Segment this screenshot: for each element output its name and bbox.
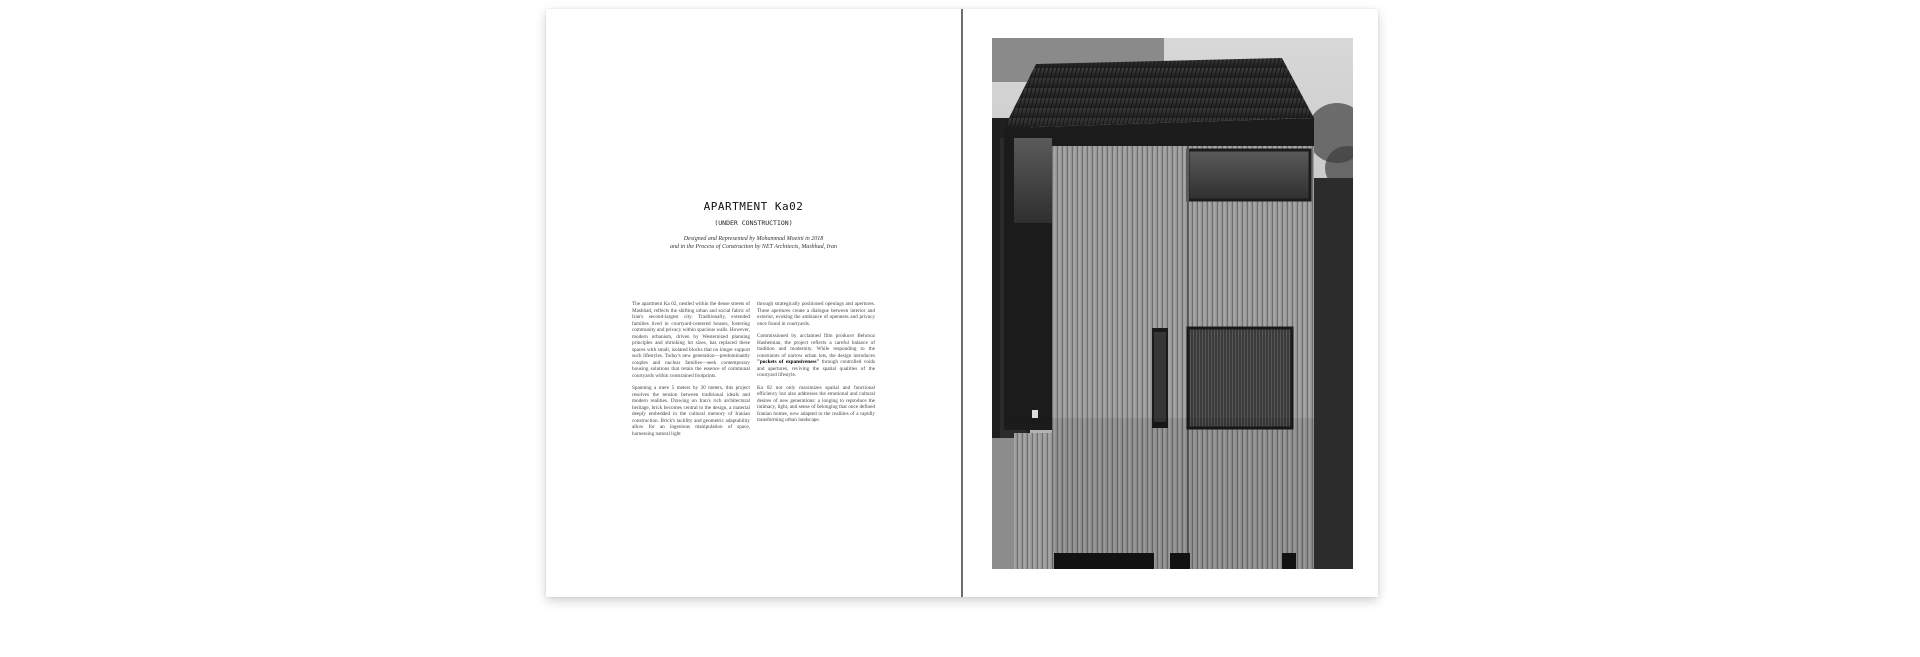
page-subtitle: (UNDER CONSTRUCTION) <box>714 219 793 227</box>
text-column-2 <box>757 301 875 430</box>
paragraph: The apartment Ka 02, nestled within the dense streets of Mashhad, reflects the shifting urban and social fabric of Iran's second-largest city. Traditionally, extended families lived in courtyard-centered houses, fostering community and privacy within spacious walls. However, modern urbanism, driven by Westernized planning principles and shrinking lot sizes, has replaced these spaces with small, isolated blocks that no longer support such lifestyles. Today's new generation—predominantly couples and nuclear families—seek contemporary housing solutions that retain the essence of communal courtyards within constrained footprints. <box>632 301 750 379</box>
right-page <box>963 9 1378 597</box>
paragraph-text: through controlled voids and apertures, reviving the spatial qualities of the courtyard lifestyle. <box>757 359 875 378</box>
book-spread <box>546 9 1378 597</box>
left-page <box>546 9 961 597</box>
credit-text <box>546 235 961 251</box>
paragraph-text: Commissioned by acclaimed film producer Behrooz Hashemian, the project reflects a careful balance of tradition and modernity. While responding to the constraints of narrow urban lots, the design introduces <box>757 333 875 359</box>
page-title: APARTMENT Ka02 <box>703 200 804 213</box>
paragraph: Ka 02 not only maximizes spatial and functional efficiency but also addresses the emotional and cultural desires of new generations: a longing to reproduce the intimacy, light, and sense of belonging that once defined Iranian homes, now adapted to the realities of a rapidly transforming urban landscape. <box>757 384 875 423</box>
text-column-1 <box>632 301 750 443</box>
emphasis-text: "pockets of expansiveness" <box>757 359 820 365</box>
credit-line-2: and in the Process of Construction by NET Architects, Mashhad, Iran <box>670 244 837 250</box>
credit-line-1: Designed and Represented by Mohammad Moeini in 2018 <box>683 236 824 242</box>
paragraph: Spanning a mere 5 meters by 30 meters, this project resolves the tension between traditional ideals and modern realities. Drawing on Iran's rich architectural heritage, brick becomes central to the design, a material deeply embedded in the cultural memory of Iranian construction. Brick's tactility and geometric adaptability allow for an ingenious manipulation of space, harnessing natural light <box>632 385 750 437</box>
paragraph <box>757 333 875 379</box>
paragraph: through strategically positioned openings and apertures. These apertures create a dialogue between interior and exterior, evoking the ambiance of openness and privacy once found in courtyards. <box>757 301 875 327</box>
house-facade-photo <box>992 38 1353 569</box>
